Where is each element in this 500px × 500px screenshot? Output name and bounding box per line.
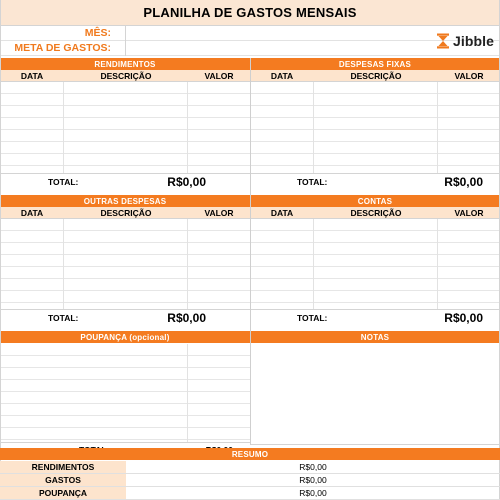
bills-header: CONTAS [250,195,500,207]
savings-panel [0,331,250,456]
panel-divider [250,58,251,445]
income-panel [0,58,250,190]
income-total-label: TOTAL: [48,177,79,187]
notes-area[interactable] [250,343,500,445]
meta-separator [125,41,126,56]
meta-separator [125,26,126,41]
income-column-headers [0,70,250,82]
savings-header: POUPANÇA (opcional) [0,331,250,343]
col-description: DESCRIÇÃO [100,207,152,218]
col-value: VALOR [204,70,234,81]
goal-label: META DE GASTOS: [14,42,111,54]
other-expenses-header: OUTRAS DESPESAS [0,195,250,207]
other-total-label: TOTAL: [48,313,79,323]
month-label: MÊS: [84,27,111,39]
fixed-total-label: TOTAL: [297,177,328,187]
notes-header: NOTAS [250,331,500,343]
left-border [0,0,1,500]
col-value: VALOR [454,207,484,218]
fixed-total-value: R$0,00 [444,175,483,189]
summary-expenses-label: GASTOS [0,474,126,486]
bills-total-value: R$0,00 [444,311,483,325]
other-column-headers [0,207,250,219]
col-date: DATA [270,207,294,218]
bills-total-label: TOTAL: [297,313,328,323]
goal-row[interactable] [0,41,500,56]
notes-panel [250,331,500,445]
other-rows[interactable] [0,219,250,309]
income-total-row [0,173,250,190]
fixed-total-row [250,173,500,190]
col-date: DATA [20,70,44,81]
other-total-value: R$0,00 [167,311,206,325]
col-description: DESCRIÇÃO [350,207,402,218]
bills-total-row [250,309,500,326]
col-value: VALOR [204,207,234,218]
logo-text: Jibble [452,33,494,49]
col-description: DESCRIÇÃO [350,70,402,81]
summary-income-label: RENDIMENTOS [0,461,126,473]
col-value: VALOR [454,70,484,81]
savings-rows[interactable] [0,344,250,442]
bills-column-headers [250,207,500,219]
fixed-expenses-header: DESPESAS FIXAS [250,58,500,70]
bills-panel [250,195,500,326]
summary-row-income [0,461,500,474]
col-date: DATA [20,207,44,218]
summary-header: RESUMO [0,448,500,460]
col-description: DESCRIÇÃO [100,70,152,81]
summary-income-value: R$0,00 [299,462,327,472]
col-date: DATA [270,70,294,81]
other-expenses-panel [0,195,250,326]
fixed-expenses-panel [250,58,500,190]
hourglass-icon [436,33,450,49]
bills-rows[interactable] [250,219,500,309]
fixed-column-headers [250,70,500,82]
summary-row-savings [0,487,500,500]
month-row[interactable] [0,26,500,41]
page-title [0,0,500,26]
summary-row-expenses [0,474,500,487]
income-total-value: R$0,00 [167,175,206,189]
other-total-row [0,309,250,326]
title-text: PLANILHA DE GASTOS MENSAIS [143,5,357,20]
summary-expenses-value: R$0,00 [299,475,327,485]
income-rows[interactable] [0,82,250,173]
summary-savings-value: R$0,00 [299,488,327,498]
jibble-logo [436,32,494,50]
income-header: RENDIMENTOS [0,58,250,70]
fixed-rows[interactable] [250,82,500,173]
summary-savings-label: POUPANÇA [0,487,126,499]
